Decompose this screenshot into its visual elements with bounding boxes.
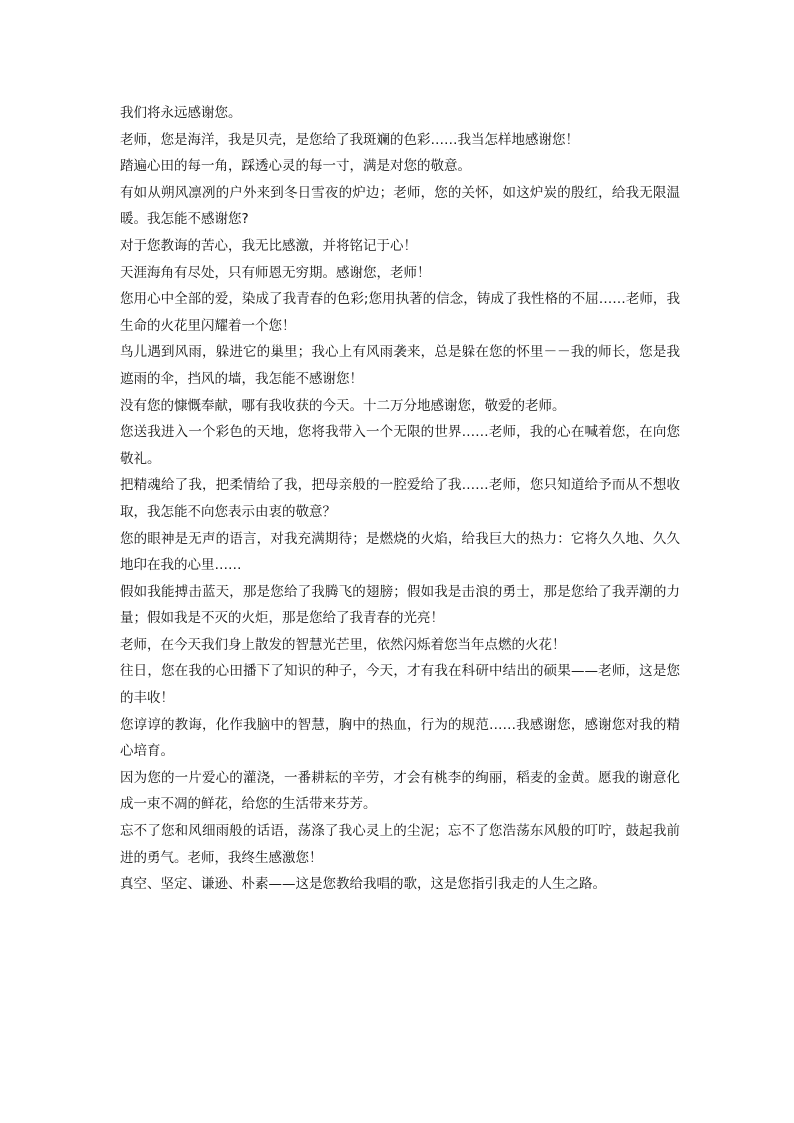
paragraph: 天涯海角有尽处，只有师恩无穷期。感谢您，老师！ bbox=[120, 264, 431, 281]
paragraph: 我们将永远感谢您。 bbox=[120, 105, 242, 121]
paragraph: 您的眼神是无声的语言，对我充满期待；是燃烧的火焰，给我巨大的热力：它将久久地、久久地印在我的心里…… bbox=[120, 530, 680, 574]
paragraph: 您送我进入一个彩色的天地，您将我带入一个无限的世界……老师，我的心在喊着您，在向您敬礼。 bbox=[120, 424, 680, 467]
paragraph: 把精魂给了我，把柔情给了我，把母亲般的一腔爱给了我……老师，您只知道给予而从不想收取，我怎能不向您表示由衷的敬意？ bbox=[120, 477, 680, 520]
paragraph: 有如从朔风凛冽的户外来到冬日雪夜的炉边；老师，您的关怀，如这炉炭的殷红，给我无限温暖。我怎能不感谢您? bbox=[120, 184, 680, 228]
paragraph: 忘不了您和风细雨般的话语，荡涤了我心灵上的尘泥；忘不了您浩荡东风般的叮咛，鼓起我前进的勇气。老师，我终生感激您！ bbox=[120, 823, 680, 866]
paragraph: 因为您的一片爱心的灌浇，一番耕耘的辛劳，才会有桃李的绚丽，稻麦的金黄。愿我的谢意化成一束不凋的鲜花，给您的生活带来芬芳。 bbox=[120, 769, 680, 813]
paragraph: 您用心中全部的爱，染成了我青春的色彩;您用执著的信念，铸成了我性格的不屈……老师，我生命的火花里闪耀着一个您！ bbox=[120, 291, 680, 334]
paragraph: 鸟儿遇到风雨，躲进它的巢里；我心上有风雨袭来，总是躲在您的怀里－－我的师长，您是我遮雨的伞，挡风的墙，我怎能不感谢您！ bbox=[120, 344, 680, 387]
paragraph: 没有您的慷慨奉献，哪有我收获的今天。十二万分地感谢您，敬爱的老师。 bbox=[120, 397, 566, 414]
document-body bbox=[120, 100, 680, 898]
paragraph: 真空、坚定、谦逊、朴素——这是您教给我唱的歌，这是您指引我走的人生之路。 bbox=[120, 876, 606, 893]
paragraph: 往日，您在我的心田播下了知识的种子，今天，才有我在科研中结出的硕果——老师，这是您的丰收！ bbox=[120, 663, 680, 707]
paragraph: 老师，您是海洋，我是贝壳，是您给了我斑斓的色彩……我当怎样地感谢您！ bbox=[120, 131, 579, 148]
paragraph: 踏遍心田的每一角，踩透心灵的每一寸，满是对您的敬意。 bbox=[120, 158, 471, 175]
paragraph: 老师，在今天我们身上散发的智慧光芒里，依然闪烁着您当年点燃的火花！ bbox=[120, 636, 566, 653]
paragraph: 您谆谆的教诲，化作我脑中的智慧，胸中的热血，行为的规范……我感谢您，感谢您对我的精心培育。 bbox=[120, 716, 680, 760]
paragraph: 对于您教诲的苦心，我无比感激，并将铭记于心！ bbox=[120, 237, 417, 254]
paragraph: 假如我能搏击蓝天，那是您给了我腾飞的翅膀；假如我是击浪的勇士，那是您给了我弄潮的力量；假如我是不灭的火炬，那是您给了我青春的光亮！ bbox=[120, 583, 680, 627]
